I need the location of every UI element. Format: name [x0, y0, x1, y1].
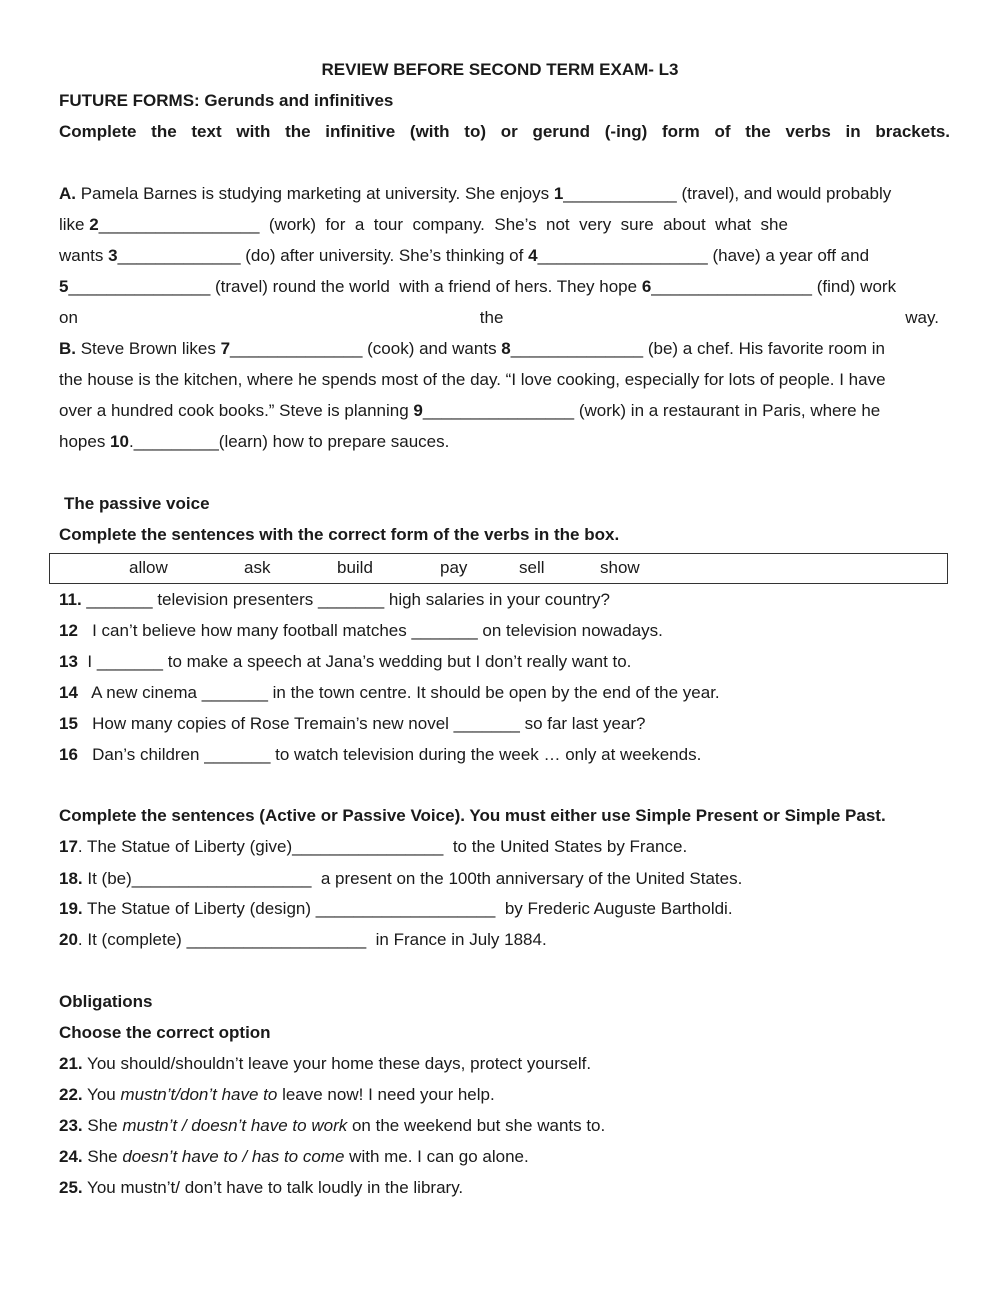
item-number: 24. — [59, 1147, 83, 1166]
exercise-item: 21. You should/shouldn’t leave your home these days, protect yourself. — [59, 1054, 592, 1073]
item-number: 19. — [59, 899, 83, 918]
exercise-item: 20. It (complete) ___________________ in France in July 1884. — [59, 930, 547, 949]
exercise-item: 12 I can’t believe how many football matches _______ on television nowadays. — [59, 621, 663, 640]
text-line: wants 3_____________ (do) after university. She’s thinking of 4__________________ (have) a year off and — [59, 246, 870, 265]
blank-number: 3 — [108, 246, 118, 265]
instruction-gerunds: Complete the text with the infinitive (with to) or gerund (-ing) form of the verbs in brackets. — [59, 122, 951, 141]
text-line: B. Steve Brown likes 7______________ (cook) and wants 8______________ (be) a chef. His favorite room in — [59, 339, 885, 358]
text-line: A. Pamela Barnes is studying marketing at university. She enjoys 1____________ (travel), and would probably — [59, 184, 892, 203]
box-word: build — [337, 558, 373, 577]
option-text: mustn’t / doesn’t have to work — [122, 1116, 348, 1135]
item-number: 16 — [59, 745, 78, 764]
item-number: 13 — [59, 652, 78, 671]
page-title: REVIEW BEFORE SECOND TERM EXAM- L3 — [321, 60, 679, 79]
box-word: allow — [129, 558, 168, 577]
blank-number: 9 — [413, 401, 423, 420]
option-text: mustn’t/don’t have to — [120, 1085, 278, 1104]
text-line: hopes 10._________(learn) how to prepare sauces. — [59, 432, 450, 451]
box-word: sell — [519, 558, 545, 577]
section-heading-passive-voice: The passive voice — [64, 494, 210, 513]
exercise-item: 16 Dan’s children _______ to watch television during the week … only at weekends. — [59, 745, 702, 764]
item-number: 14 — [59, 683, 78, 702]
text-line: like 2_________________ (work) for a tour company. She’s not very sure about what she — [59, 215, 788, 234]
box-word: pay — [440, 558, 468, 577]
label-a: A. — [59, 184, 76, 203]
blank-number: 4 — [528, 246, 538, 265]
text-line: the house is the kitchen, where he spends most of the day. “I love cooking, especially for lots of people. I have — [59, 370, 886, 389]
exercise-item: 23. She mustn’t / doesn’t have to work on the weekend but she wants to. — [59, 1116, 606, 1135]
exercise-item: 19. The Statue of Liberty (design) ___________________ by Frederic Auguste Bartholdi. — [59, 899, 733, 918]
item-number: 20 — [59, 930, 78, 949]
option-text: doesn’t have to / has to come — [122, 1147, 345, 1166]
text-line: over a hundred cook books.” Steve is planning 9________________ (work) in a restaurant in Paris, where he — [59, 401, 881, 420]
blank-number: 2 — [89, 215, 99, 234]
item-number: 15 — [59, 714, 78, 733]
item-number: 23. — [59, 1116, 83, 1135]
text-line: 5_______________ (travel) round the world with a friend of hers. They hope 6_________________ (find) work — [59, 277, 897, 296]
item-number: 21. — [59, 1054, 83, 1073]
exercise-item: 13 I _______ to make a speech at Jana’s wedding but I don’t really want to. — [59, 652, 632, 671]
text-line: on the way. — [59, 308, 939, 327]
blank-number: 5 — [59, 277, 69, 296]
exercise-item: 14 A new cinema _______ in the town centre. It should be open by the end of the year. — [59, 683, 720, 702]
blank-number: 1 — [553, 184, 564, 203]
item-number: 11. — [59, 590, 82, 609]
exercise-item: 17. The Statue of Liberty (give)________________ to the United States by France. — [59, 837, 688, 856]
blank-number: 6 — [641, 277, 652, 296]
exercise-item: 15 How many copies of Rose Tremain’s new novel _______ so far last year? — [59, 714, 646, 733]
blank-number: 7 — [220, 339, 231, 358]
item-number: 17 — [59, 837, 78, 856]
exercise-item: 11. _______ television presenters _______ high salaries in your country? — [59, 590, 610, 609]
exercise-item: 22. You mustn’t/don’t have to leave now! I need your help. — [59, 1085, 495, 1104]
blank-number: 10 — [110, 432, 129, 451]
item-number: 22. — [59, 1085, 83, 1104]
exercise-item: 25. You mustn’t/ don’t have to talk loudly in the library. — [59, 1178, 464, 1197]
label-b: B. — [59, 339, 76, 358]
blank-number: 8 — [501, 339, 511, 358]
box-word: show — [600, 558, 640, 577]
verb-box — [49, 553, 948, 584]
item-number: 12 — [59, 621, 78, 640]
section-heading-future-forms: FUTURE FORMS: Gerunds and infinitives — [59, 91, 394, 110]
item-number: 25. — [59, 1178, 83, 1197]
instruction-passive: Complete the sentences with the correct form of the verbs in the box. — [59, 525, 620, 544]
box-word: ask — [244, 558, 271, 577]
instruction-obligations: Choose the correct option — [59, 1023, 271, 1042]
section-heading-obligations: Obligations — [59, 992, 153, 1011]
item-number: 18. — [59, 869, 83, 888]
instruction-active-passive: Complete the sentences (Active or Passive Voice). You must either use Simple Present or Simple Past. — [59, 806, 886, 825]
exercise-item: 18. It (be)___________________ a present on the 100th anniversary of the United States. — [59, 869, 743, 888]
exercise-item: 24. She doesn’t have to / has to come with me. I can go alone. — [59, 1147, 529, 1166]
